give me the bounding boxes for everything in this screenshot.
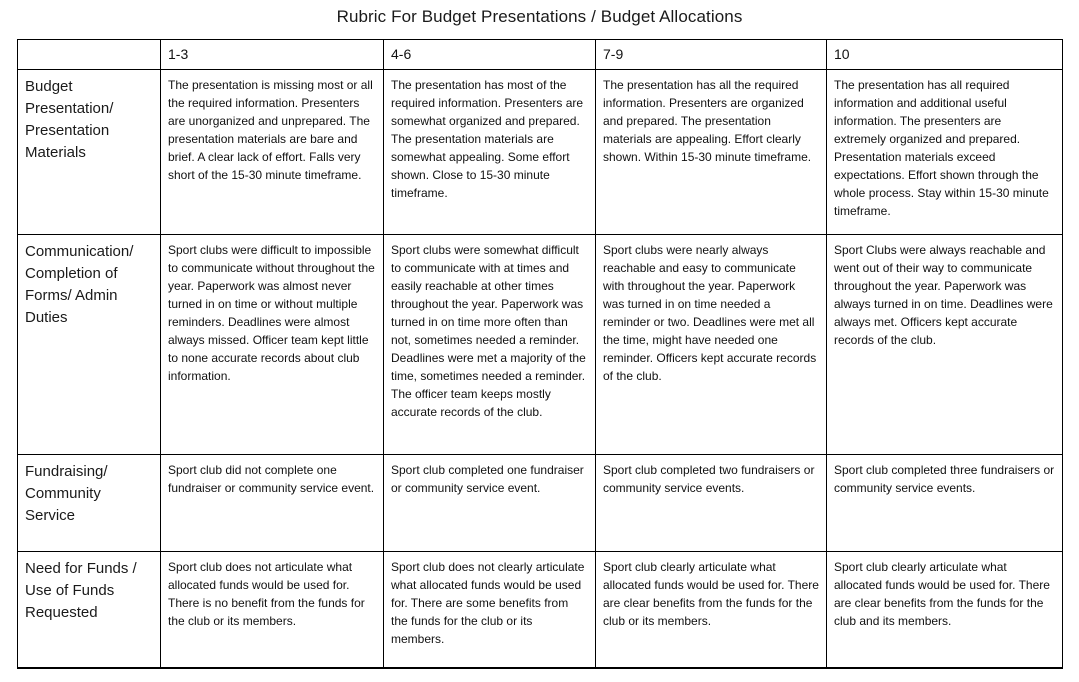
cell-budget-presentation-4-6: The presentation has most of the required information. Presenters are somewhat organized and prepared. The presentation materials are somewhat appealing. Some effort shown. Close to 15-30 minute timeframe. — [384, 70, 596, 235]
cell-need-for-funds-10: Sport club clearly articulate what allocated funds would be used for. There are clear benefits from the funds for the club and its members. — [827, 552, 1063, 669]
criteria-label-need-for-funds: Need for Funds / Use of Funds Requested — [18, 552, 161, 669]
header-criteria-blank — [18, 40, 161, 70]
cell-communication-7-9: Sport clubs were nearly always reachable and easy to communicate with throughout the year. Paperwork was turned in on time needed a reminder or two. Deadlines were met all the time, might have needed one reminder. Officers kept accurate records of the club. — [596, 235, 827, 455]
header-band-4-6: 4-6 — [384, 40, 596, 70]
cell-need-for-funds-4-6: Sport club does not clearly articulate what allocated funds would be used for. There are some benefits from the funds for the club or its members. — [384, 552, 596, 669]
rubric-table — [17, 39, 1063, 669]
cell-budget-presentation-10: The presentation has all required information and additional useful information. The presenters are extremely organized and prepared. Presentation materials exceed expectations. Effort shown through the whole process. Stay within 15-30 minute timeframe. — [827, 70, 1063, 235]
table-row — [18, 70, 1063, 235]
table-row — [18, 455, 1063, 552]
header-band-10: 10 — [827, 40, 1063, 70]
rubric-table-container — [17, 39, 1062, 669]
cell-fundraising-4-6: Sport club completed one fundraiser or community service event. — [384, 455, 596, 552]
cell-fundraising-1-3: Sport club did not complete one fundraiser or community service event. — [161, 455, 384, 552]
header-band-1-3: 1-3 — [161, 40, 384, 70]
criteria-label-budget-presentation: Budget Presentation/ Presentation Materials — [18, 70, 161, 235]
table-row — [18, 552, 1063, 669]
header-band-7-9: 7-9 — [596, 40, 827, 70]
cell-communication-1-3: Sport clubs were difficult to impossible to communicate without throughout the year. Paperwork was almost never turned in on time or without multiple reminders. Deadlines were almost always missed. Officer team kept little to none accurate records about club information. — [161, 235, 384, 455]
page-title: Rubric For Budget Presentations / Budget Allocations — [336, 7, 743, 26]
criteria-label-fundraising: Fundraising/ Community Service — [18, 455, 161, 552]
table-body — [18, 70, 1063, 669]
cell-fundraising-7-9: Sport club completed two fundraisers or community service events. — [596, 455, 827, 552]
table-header — [18, 40, 1063, 70]
table-row — [18, 235, 1063, 455]
header-row — [18, 40, 1063, 70]
cell-budget-presentation-1-3: The presentation is missing most or all the required information. Presenters are unorganized and unprepared. The presentation materials are bare and brief. A clear lack of effort. Falls very short of the 15-30 minute timeframe. — [161, 70, 384, 235]
cell-need-for-funds-7-9: Sport club clearly articulate what allocated funds would be used for. There are clear benefits from the funds for the club or its members. — [596, 552, 827, 669]
cell-communication-10: Sport Clubs were always reachable and went out of their way to communicate throughout the year. Paperwork was always turned in on time. Deadlines were always met. Officers kept accurate records of the club. — [827, 235, 1063, 455]
cell-budget-presentation-7-9: The presentation has all the required information. Presenters are organized and prepared. The presentation materials are appealing. Effort clearly shown. Within 15-30 minute timeframe. — [596, 70, 827, 235]
cell-fundraising-10: Sport club completed three fundraisers or community service events. — [827, 455, 1063, 552]
cell-need-for-funds-1-3: Sport club does not articulate what allocated funds would be used for. There is no benefit from the funds for the club or its members. — [161, 552, 384, 669]
criteria-label-communication: Communication/ Completion of Forms/ Admin Duties — [18, 235, 161, 455]
cell-communication-4-6: Sport clubs were somewhat difficult to communicate with at times and easily reachable at other times throughout the year. Paperwork was turned in on time more often than not, sometimes needed a reminder. Deadlines were met a majority of the time, sometimes needed a reminder. The officer team keeps mostly accurate records of the club. — [384, 235, 596, 455]
